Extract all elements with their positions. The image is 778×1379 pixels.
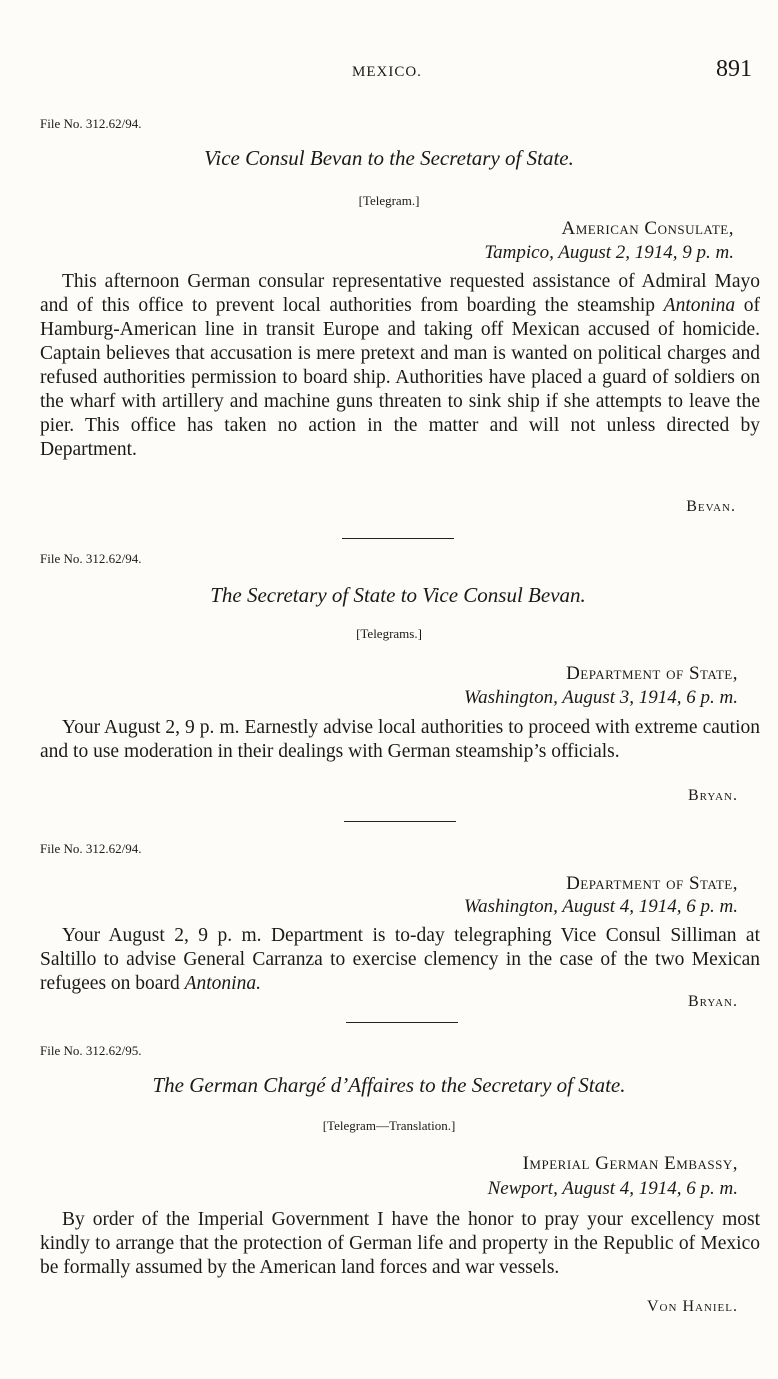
section-divider: [342, 538, 454, 539]
dateline-place: Washington: [464, 896, 554, 917]
signature: Von Haniel.: [647, 1298, 738, 1315]
message-body: [40, 924, 760, 996]
dateline: [464, 896, 738, 918]
running-head: [0, 56, 778, 86]
signature: Bevan.: [686, 498, 736, 515]
telegram-label: [Telegram—Translation.]: [322, 1118, 456, 1133]
section-divider: [344, 821, 456, 822]
telegram-label: [Telegrams.]: [356, 626, 422, 641]
sender-address: American Consulate,: [561, 218, 734, 239]
letter-heading: The German Chargé d’Affaires to the Secretary of State.: [152, 1073, 626, 1097]
message-text: Your August 2, 9 p. m. Department is to-day telegraphing Vice Consul Silliman at Saltillo to advise General Carranza to exercise clemency in the case of the two Mexican refugees on board: [40, 925, 760, 994]
sender-address: Department of State,: [566, 663, 738, 684]
ship-name: Antonina: [663, 295, 736, 316]
file-number: File No. 312.62/95.: [40, 1043, 142, 1058]
message-body: By order of the Imperial Government I have the honor to pray your excellency most kindly to arrange that the protection of German life and property in the Republic of Mexico be formally assumed by the American land forces and war vessels.: [40, 1209, 760, 1278]
dateline-date: , August 4, 1914, 6 p. m.: [553, 1178, 738, 1199]
dateline-place: Washington: [464, 687, 554, 708]
dateline: [484, 242, 734, 264]
message-text-continued: of Hamburg-American line in transit Europe and taking off Mexican accused of homicide. Captain believes that accusation is mere pretext and man is wanted on political charges and refused authorities permission to board ship. Authorities have placed a guard of soldiers on the wharf with artillery and machine guns threaten to sink ship if she attempts to leave the pier. This office has taken no action in the matter and will not unless directed by Department.: [40, 295, 760, 460]
signature: Bryan.: [687, 787, 738, 804]
sender-address: Department of State,: [566, 873, 738, 894]
dateline: [464, 687, 738, 709]
file-number: File No. 312.62/94.: [40, 551, 142, 566]
ship-name: Antonina.: [184, 973, 261, 994]
running-title: MEXICO.: [352, 64, 422, 80]
dateline-date: , August 4, 1914, 6 p. m.: [553, 896, 738, 917]
message-body: [40, 270, 760, 462]
message-text: This afternoon German consular representative requested assistance of Admiral Mayo and of this office to prevent local authorities from boarding the steamship: [40, 271, 760, 316]
section-divider: [346, 1022, 458, 1023]
dateline: [488, 1178, 738, 1200]
dateline-place: Newport: [487, 1178, 554, 1199]
dateline-date: , August 2, 1914, 9 p. m.: [549, 242, 734, 263]
letter-heading: The Secretary of State to Vice Consul Bevan.: [210, 583, 586, 607]
message-body: Your August 2, 9 p. m. Earnestly advise local authorities to proceed with extreme caution and to use moderation in their dealings with German steamship’s officials.: [40, 717, 760, 762]
letter-heading: Vice Consul Bevan to the Secretary of State.: [204, 146, 574, 170]
dateline-date: , August 3, 1914, 6 p. m.: [553, 687, 738, 708]
dateline-place: Tampico: [484, 242, 550, 263]
sender-address: Imperial German Embassy,: [522, 1153, 738, 1174]
file-number: File No. 312.62/94.: [40, 116, 142, 131]
signature: Bryan.: [687, 993, 738, 1010]
telegram-label: [Telegram.]: [358, 193, 420, 208]
page-number: 891: [716, 56, 752, 82]
file-number: File No. 312.62/94.: [40, 841, 142, 856]
